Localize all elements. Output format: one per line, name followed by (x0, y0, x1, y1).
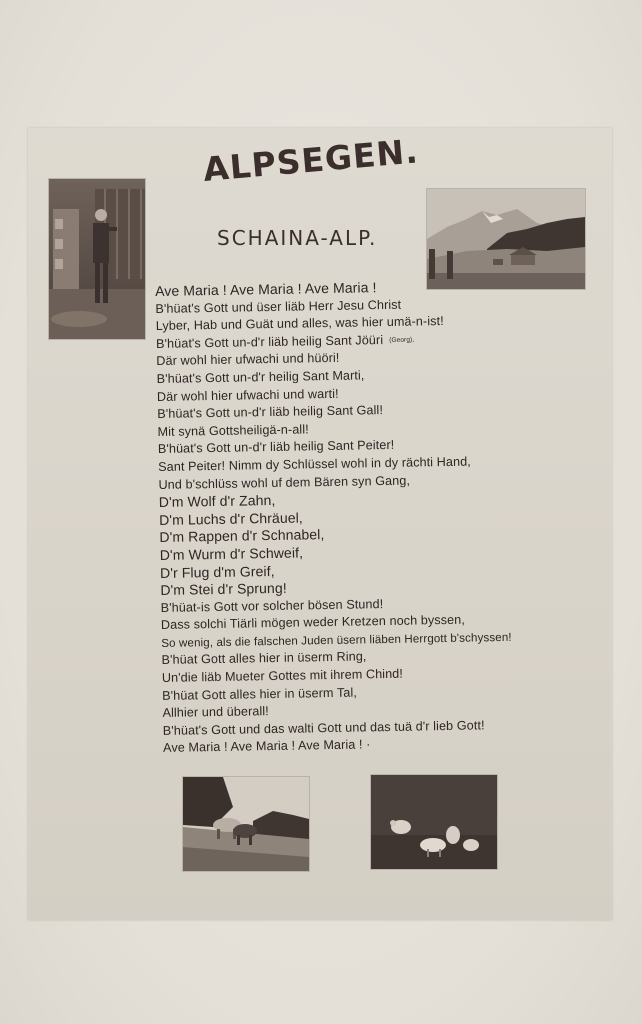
verse-note: (Georg), (389, 336, 415, 344)
verse-line: D'm Stei d'r Sprung! (160, 579, 287, 599)
verse-line: Allhier und überall! (162, 704, 269, 721)
verse-line: B'hüat-is Gott vor solcher bösen Stund! (160, 596, 384, 615)
verse-line: B'hüat's Gott un-d'r liäb heilig Sant Gall! (157, 403, 384, 422)
verse-line: Und b'schlüss wohl uf dem Bären syn Gang, (158, 473, 411, 492)
verse-line-text: B'hüat's Gott un-d'r liäb heilig Sant Jöüri (155, 332, 384, 351)
card-title: ALPSEGEN. (201, 131, 421, 189)
poem-text (155, 277, 533, 758)
verse-line: Där wohl hier ufwachi und warti! (156, 386, 339, 404)
card-subtitle: SCHAINA-ALP. (217, 226, 378, 250)
verse-line: So wenig, als die falschen Juden üsern liäben Herrgott b'schyssen! (161, 630, 512, 650)
photo-mountain-landscape (426, 188, 586, 290)
verse-line: Un'die liäb Mueter Gottes mit ihrem Chind! (161, 666, 404, 686)
verse-line: D'm Wurm d'r Schweif, (159, 544, 304, 563)
verse-line: B'hüat's Gott und üser liäb Herr Jesu Christ (155, 297, 402, 316)
verse-line: D'm Wolf d'r Zahn, (158, 492, 276, 511)
verse-line: B'hüat's Gott un-d'r liäb heilig Sant Peiter! (157, 438, 395, 457)
verse-line: B'hüat Gott alles hier in üserm Ring, (161, 649, 367, 668)
photo-farmer-at-hut (48, 178, 146, 340)
verse-line: D'r Flug d'm Greif, (159, 562, 275, 581)
photo-cows-on-pasture (182, 776, 310, 872)
verse-line: Ave Maria ! Ave Maria ! Ave Maria ! · (163, 737, 371, 756)
verse-line: Mit synä Gottsheiligä-n-all! (157, 422, 309, 439)
verse-line: Dass solchi Tiärli mögen weder Kretzen noch byssen, (160, 612, 466, 633)
verse-line: Lyber, Hab und Guät und alles, was hier umä-n-ist! (155, 314, 444, 334)
verse-line: Där wohl hier ufwachi und hüöri! (156, 351, 340, 369)
verse-line: Ave Maria ! Ave Maria ! Ave Maria ! (155, 279, 377, 299)
photo-sheep-grazing (370, 774, 498, 870)
verse-line: B'hüat's Gott und das walti Gott und das tuä d'r lieb Gott! (162, 718, 485, 738)
verse-line: D'm Luchs d'r Chräuel, (158, 509, 303, 528)
verse-line: Sant Peiter! Nimm dy Schlüssel wohl in dy rächti Hand, (158, 454, 471, 474)
verse-line: B'hüat Gott alles hier in üserm Tal, (162, 685, 358, 703)
verse-line: D'm Rappen d'r Schnabel, (159, 526, 325, 546)
verse-line: B'hüat's Gott un-d'r heilig Sant Marti, (156, 368, 365, 386)
